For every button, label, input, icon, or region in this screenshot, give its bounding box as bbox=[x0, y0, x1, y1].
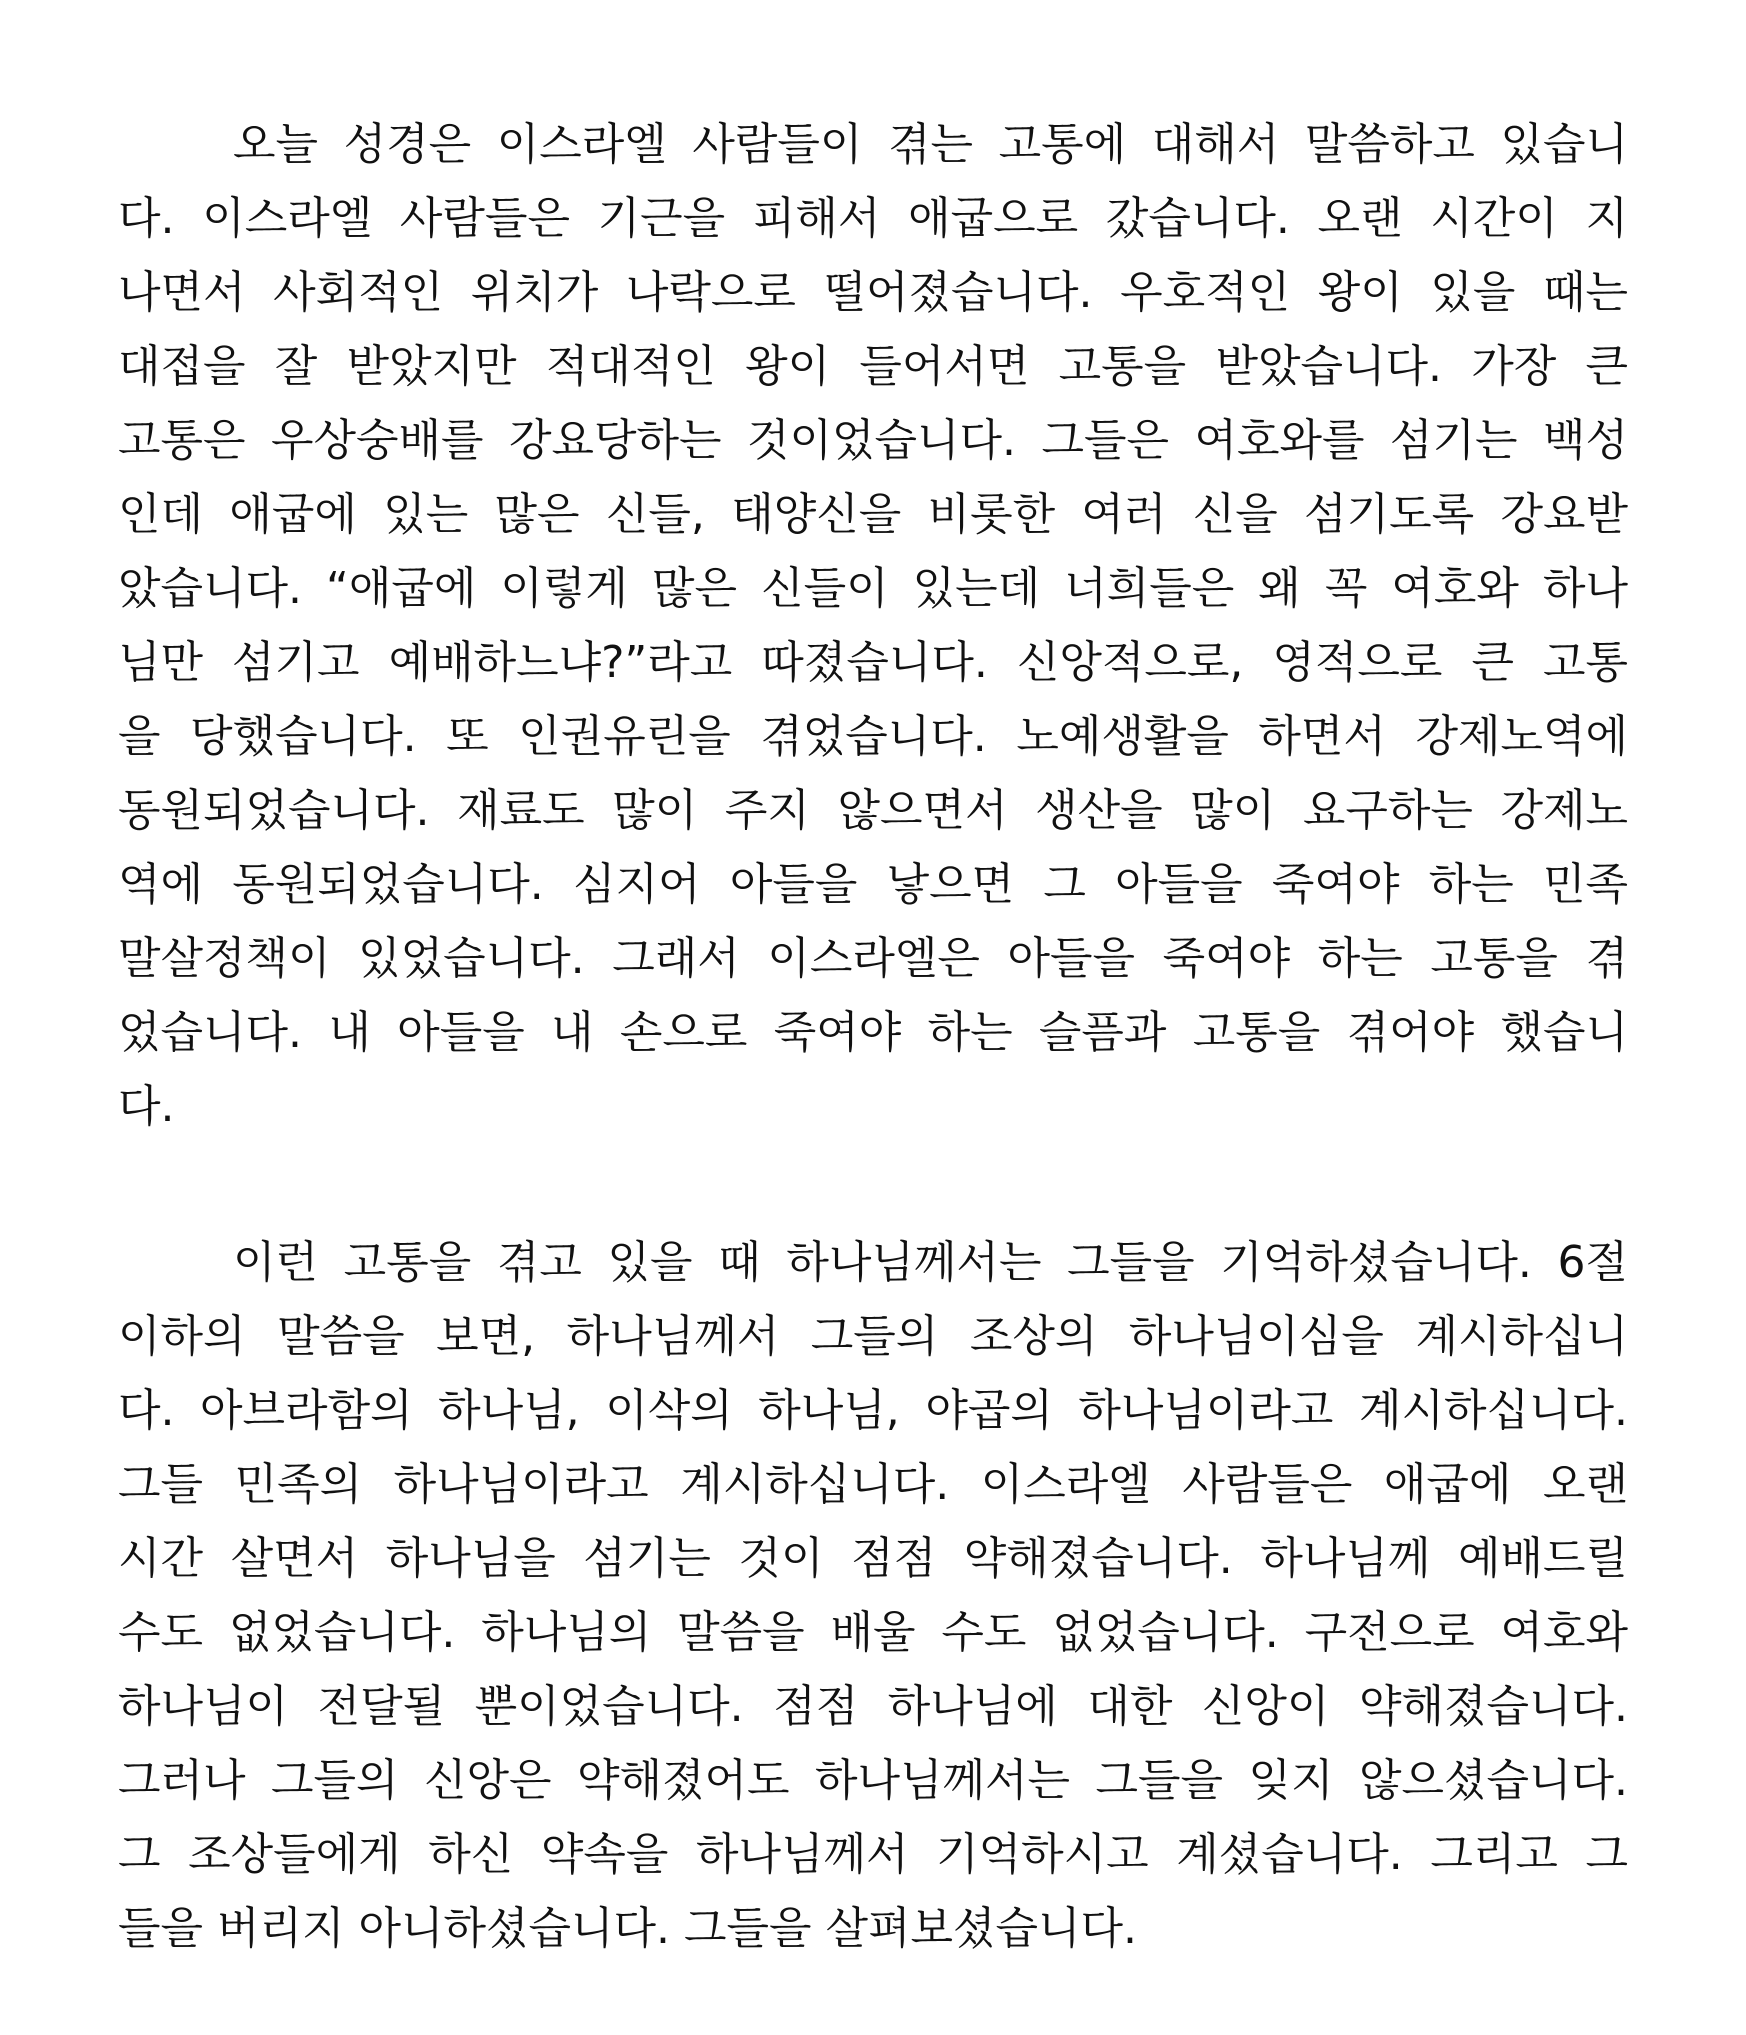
text-line: 다. 이스라엘 사람들은 기근을 피해서 애굽으로 갔습니다. 오랜 시간이 지 bbox=[118, 193, 1628, 244]
text-line: 그러나 그들의 신앙은 약해졌어도 하나님께서는 그들을 잊지 않으셨습니다. bbox=[118, 1755, 1628, 1806]
text-line: 인데 애굽에 있는 많은 신들, 태양신을 비롯한 여러 신을 섬기도록 강요받 bbox=[118, 489, 1628, 540]
text-line: 았습니다. “애굽에 이렇게 많은 신들이 있는데 너희들은 왜 꼭 여호와 하나 bbox=[118, 563, 1628, 614]
text-line: 하나님이 전달될 뿐이었습니다. 점점 하나님에 대한 신앙이 약해졌습니다. bbox=[118, 1681, 1628, 1732]
paragraph-2 bbox=[118, 1226, 1628, 1966]
text-line: 고통은 우상숭배를 강요당하는 것이었습니다. 그들은 여호와를 섬기는 백성 bbox=[118, 415, 1628, 466]
text-line: 이하의 말씀을 보면, 하나님께서 그들의 조상의 하나님이심을 계시하십니 bbox=[118, 1311, 1628, 1362]
document-page bbox=[118, 108, 1628, 1966]
text-line: 대접을 잘 받았지만 적대적인 왕이 들어서면 고통을 받았습니다. 가장 큰 bbox=[118, 341, 1628, 392]
text-line: 오늘 성경은 이스라엘 사람들이 겪는 고통에 대해서 말씀하고 있습니 bbox=[233, 119, 1628, 170]
text-line: 그 조상들에게 하신 약속을 하나님께서 기억하시고 계셨습니다. 그리고 그 bbox=[118, 1829, 1628, 1880]
text-line: 나면서 사회적인 위치가 나락으로 떨어졌습니다. 우호적인 왕이 있을 때는 bbox=[118, 267, 1628, 318]
text-line: 수도 없었습니다. 하나님의 말씀을 배울 수도 없었습니다. 구전으로 여호와 bbox=[118, 1607, 1628, 1658]
text-line: 그들 민족의 하나님이라고 계시하십니다. 이스라엘 사람들은 애굽에 오랜 bbox=[118, 1459, 1628, 1510]
text-line: 었습니다. 내 아들을 내 손으로 죽여야 하는 슬픔과 고통을 겪어야 했습니 bbox=[118, 1007, 1628, 1058]
text-line: 동원되었습니다. 재료도 많이 주지 않으면서 생산을 많이 요구하는 강제노 bbox=[118, 785, 1628, 836]
text-line: 다. bbox=[118, 1081, 175, 1132]
text-line: 님만 섬기고 예배하느냐?”라고 따졌습니다. 신앙적으로, 영적으로 큰 고통 bbox=[118, 637, 1628, 688]
text-line: 들을 버리지 아니하셨습니다. 그들을 살펴보셨습니다. bbox=[118, 1903, 1138, 1954]
paragraph-1 bbox=[118, 108, 1628, 1144]
text-line: 을 당했습니다. 또 인권유린을 겪었습니다. 노예생활을 하면서 강제노역에 bbox=[118, 711, 1628, 762]
text-line: 시간 살면서 하나님을 섬기는 것이 점점 약해졌습니다. 하나님께 예배드릴 bbox=[118, 1533, 1628, 1584]
text-line: 다. 아브라함의 하나님, 이삭의 하나님, 야곱의 하나님이라고 계시하십니다. bbox=[118, 1385, 1628, 1436]
text-line: 역에 동원되었습니다. 심지어 아들을 낳으면 그 아들을 죽여야 하는 민족 bbox=[118, 859, 1628, 910]
text-line: 말살정책이 있었습니다. 그래서 이스라엘은 아들을 죽여야 하는 고통을 겪 bbox=[118, 933, 1628, 984]
text-line: 이런 고통을 겪고 있을 때 하나님께서는 그들을 기억하셨습니다. 6절 bbox=[233, 1237, 1628, 1288]
